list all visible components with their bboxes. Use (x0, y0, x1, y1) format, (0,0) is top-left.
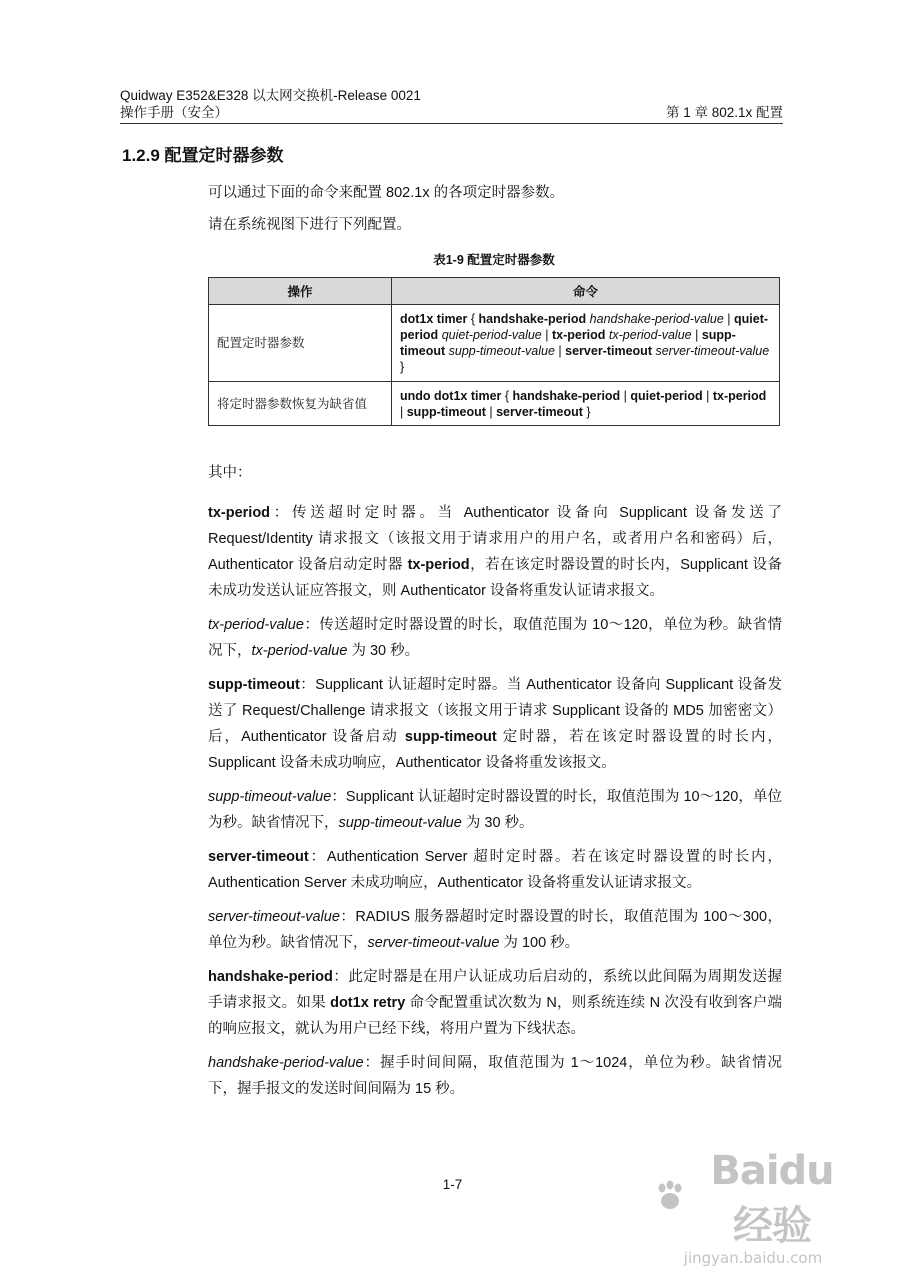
header-divider (120, 123, 783, 124)
param-desc-server-timeout (208, 844, 782, 896)
keyword-text: supp-timeout (404, 729, 497, 745)
keyword-text: server-timeout (565, 344, 652, 358)
intro-text-2: 请在系统视图下进行下列配置。 (208, 217, 411, 233)
plain-text: 为 30 秒。 (347, 643, 420, 659)
argument-text: tx-period-value (251, 643, 348, 659)
keyword-text: supp-timeout (208, 677, 300, 693)
plain-text: ：传送超时定时器。当 Authenticator 设备向 Supplicant 设备发送了 Request/Identity 请求报文（该报文用于请求用户的用户名，或者用户名和密码）后，Authenticator 设备启动定时器 (208, 505, 782, 573)
keyword-text: supp-timeout (400, 328, 736, 358)
plain-text: 命令配置重试次数为 N，则系统连续 N 次没有收到客户端的响应报文，就认为用户已经下线，将用户置为下线状态。 (208, 995, 782, 1037)
watermark-logo-text: Baidu经验 (710, 1148, 834, 1249)
argument-text: supp-timeout-value (208, 789, 332, 805)
command-cell (392, 382, 780, 426)
watermark-url: jingyan.baidu.com (683, 1249, 823, 1267)
table-row (209, 382, 780, 426)
argument-text: supp-timeout-value (448, 344, 555, 358)
argument-text: server-timeout-value (655, 344, 770, 358)
param-desc-handshake-period-value (208, 1050, 782, 1102)
plain-text: { (467, 312, 479, 326)
document-title: Quidway E352&E328 以太网交换机-Release 0021 (120, 88, 421, 103)
param-desc-tx-period-value (208, 612, 782, 664)
argument-text: supp-timeout-value (338, 815, 462, 831)
plain-text: { (501, 388, 513, 403)
plain-text: 为 30 秒。 (461, 815, 534, 831)
plain-text: | (400, 404, 407, 419)
table-caption: 表1-9 配置定时器参数 (433, 253, 555, 267)
keyword-text: quiet-period (400, 312, 769, 342)
intro-text-1: 可以通过下面的命令来配置 802.1x 的各项定时器参数。 (208, 185, 565, 201)
keyword-text: handshake-period (478, 312, 587, 326)
plain-text: ：Supplicant 认证超时定时器。当 Authenticator 设备向 Supplicant 设备发送了 Request/Challenge 请求报文（该报文用于请求 Supplicant 设备的 MD5 加密密文）后，Authenticator 设备启动 (208, 677, 782, 745)
paw-icon (653, 1177, 687, 1223)
timer-config-table (208, 277, 780, 426)
plain-text: | (723, 312, 734, 326)
watermark-logo (653, 1148, 853, 1251)
plain-text: ，若在该定时器设置的时长内，Supplicant 设备未成功发送认证应答报文，则 Authenticator 设备将重发认证请求报文。 (208, 557, 782, 599)
explanation-lead: 其中： (208, 465, 252, 481)
argument-text: tx-period-value (208, 617, 304, 633)
param-desc-handshake-period (208, 964, 782, 1042)
argument-text: server-timeout-value (208, 909, 340, 925)
command-cell (392, 305, 780, 382)
plain-text: ：Authentication Server 超时定时器。若在该定时器设置的时长内，Authentication Server 未成功响应，Authenticator 设备将重发认证请求报文。 (208, 849, 782, 891)
table-header-row (209, 278, 780, 305)
argument-text: handshake-period-value (208, 1055, 364, 1071)
plain-text: | (691, 328, 702, 342)
keyword-text: tx-period (407, 557, 470, 573)
keyword-text: dot1x timer (400, 312, 468, 326)
keyword-text: tx-period (712, 388, 767, 403)
keyword-text: server-timeout (208, 849, 309, 865)
argument-text: server-timeout-value (367, 935, 500, 951)
keyword-text: tx-period (551, 328, 606, 342)
keyword-text: quiet-period (630, 388, 703, 403)
manual-name: 操作手册（安全） (120, 105, 228, 120)
keyword-text: undo dot1x timer (400, 388, 502, 403)
plain-text: | (620, 388, 631, 403)
argument-text: quiet-period-value (441, 328, 542, 342)
parameter-explanations (208, 460, 782, 1110)
plain-text: 定时器，若在该定时器设置的时长内，Supplicant 设备未成功响应，Authenticator 设备将重发该报文。 (208, 729, 783, 771)
table-row (209, 305, 780, 382)
section-title: 1.2.9 配置定时器参数 (122, 146, 284, 165)
plain-text: | (554, 344, 566, 358)
operation-cell: 配置定时器参数 (209, 305, 392, 382)
keyword-text: supp-timeout (406, 404, 486, 419)
argument-text: handshake-period-value (589, 312, 724, 326)
param-desc-supp-timeout-value (208, 784, 782, 836)
keyword-text: dot1x retry (330, 995, 406, 1011)
column-header-command: 命令 (392, 278, 780, 305)
plain-text: ：传送超时定时器设置的时长，取值范围为 10～120，单位为秒。缺省情况下， (208, 617, 782, 659)
plain-text: 为 100 秒。 (499, 935, 580, 951)
operation-cell: 将定时器参数恢复为缺省值 (209, 382, 392, 426)
param-desc-server-timeout-value (208, 904, 782, 956)
param-desc-tx-period (208, 500, 782, 604)
page-header-left (120, 87, 421, 121)
column-header-operation: 操作 (209, 278, 392, 305)
keyword-text: server-timeout (496, 404, 583, 419)
keyword-text: tx-period (208, 505, 271, 521)
chapter-label: 第 1 章 802.1x 配置 (665, 105, 783, 120)
page-number: 1-7 (442, 1177, 463, 1192)
plain-text: ：Supplicant 认证超时定时器设置的时长，取值范围为 10～120，单位为秒。缺省情况下， (208, 789, 782, 831)
plain-text: ：此定时器是在用户认证成功后启动的，系统以此间隔为周期发送握手请求报文。如果 (208, 969, 782, 1011)
argument-text: tx-period-value (608, 328, 692, 342)
plain-text: | (541, 328, 552, 342)
param-desc-supp-timeout (208, 672, 782, 776)
plain-text: | (485, 404, 497, 419)
plain-text: | (702, 388, 713, 403)
plain-text: ：握手时间间隔，取值范围为 1～1024，单位为秒。缺省情况下，握手报文的发送时间间隔为 15 秒。 (208, 1055, 782, 1097)
plain-text: } (582, 404, 591, 419)
baidu-jingyan-watermark (653, 1148, 853, 1267)
keyword-text: handshake-period (512, 388, 621, 403)
keyword-text: handshake-period (208, 969, 333, 985)
plain-text: } (400, 360, 405, 374)
plain-text: ：RADIUS 服务器超时定时器设置的时长，取值范围为 100～300，单位为秒。缺省情况下， (208, 909, 782, 951)
